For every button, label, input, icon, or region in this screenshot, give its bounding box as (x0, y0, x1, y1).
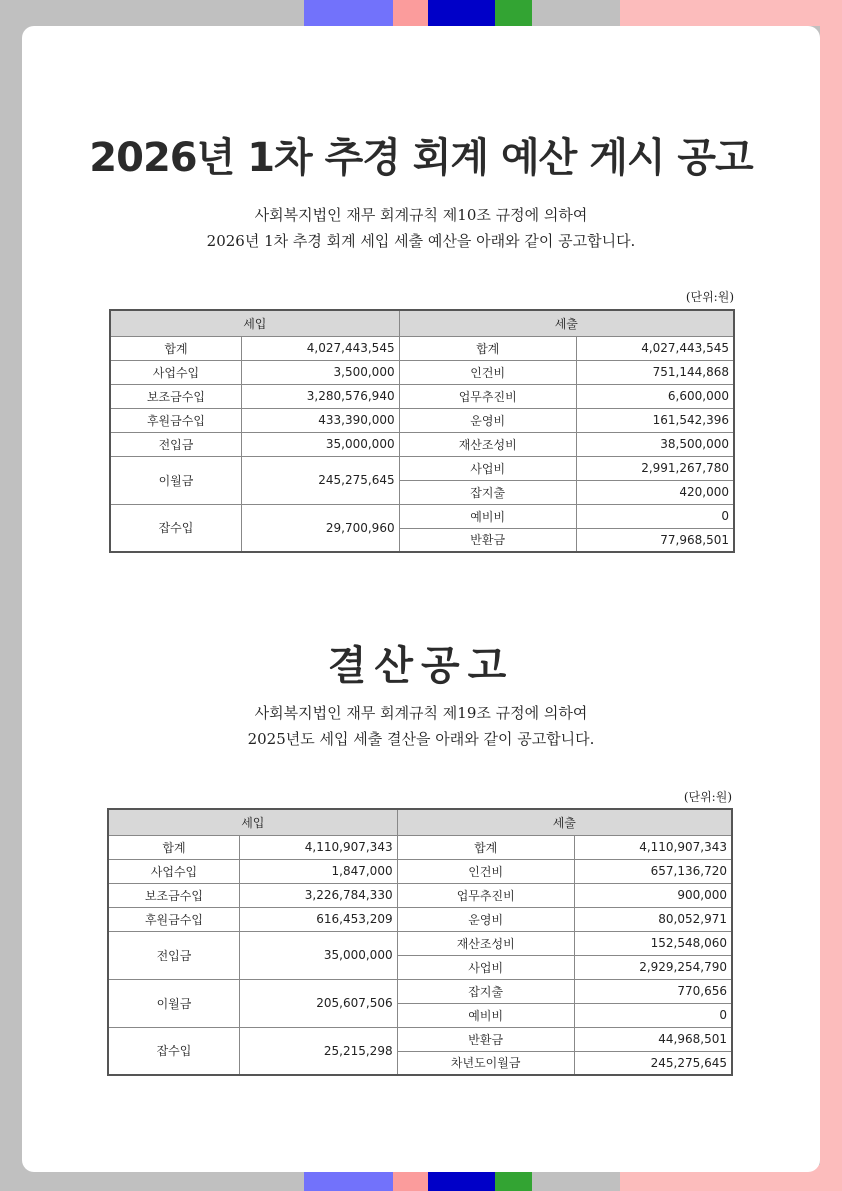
expense-value: 44,968,501 (574, 1027, 732, 1051)
table-row (108, 931, 732, 955)
expense-label: 운영비 (397, 907, 574, 931)
income-value: 245,275,645 (241, 456, 399, 504)
expense-value: 80,052,971 (574, 907, 732, 931)
income-value: 29,700,960 (241, 504, 399, 552)
income-label: 사업수입 (108, 859, 239, 883)
right-border (820, 0, 842, 1191)
expense-value: 2,991,267,780 (576, 456, 734, 480)
income-label: 후원금수입 (110, 408, 241, 432)
income-value: 1,847,000 (239, 859, 397, 883)
expense-label: 인건비 (399, 360, 576, 384)
notice-card (22, 26, 820, 1172)
expense-value: 152,548,060 (574, 931, 732, 955)
income-value: 3,226,784,330 (239, 883, 397, 907)
income-value: 205,607,506 (239, 979, 397, 1027)
expense-label: 잡지출 (399, 480, 576, 504)
expense-value: 161,542,396 (576, 408, 734, 432)
expense-label: 인건비 (397, 859, 574, 883)
table-row (110, 384, 734, 408)
expense-header: 세출 (399, 310, 734, 336)
expense-label: 운영비 (399, 408, 576, 432)
settlement-title: 결산공고 (327, 643, 515, 689)
table-row (110, 360, 734, 384)
expense-label: 사업비 (399, 456, 576, 480)
expense-label: 반환금 (399, 528, 576, 552)
income-value: 3,280,576,940 (241, 384, 399, 408)
income-header: 세입 (108, 809, 397, 835)
table-row (108, 979, 732, 1003)
expense-value: 657,136,720 (574, 859, 732, 883)
table-row (108, 883, 732, 907)
income-header: 세입 (110, 310, 399, 336)
income-value: 25,215,298 (239, 1027, 397, 1075)
income-label: 전입금 (110, 432, 241, 456)
income-value: 4,027,443,545 (241, 336, 399, 360)
expense-value: 4,110,907,343 (574, 835, 732, 859)
income-label: 이월금 (110, 456, 241, 504)
expense-label: 재산조성비 (399, 432, 576, 456)
table-row (108, 1027, 732, 1051)
expense-value: 770,656 (574, 979, 732, 1003)
expense-value: 2,929,254,790 (574, 955, 732, 979)
budget-table (109, 309, 735, 553)
expense-label: 재산조성비 (397, 931, 574, 955)
income-value: 4,110,907,343 (239, 835, 397, 859)
budget-description (22, 202, 820, 254)
budget-title: 2026년 1차 추경 회계 예산 게시 공고 (89, 135, 753, 181)
settlement-table (107, 808, 733, 1076)
income-value: 35,000,000 (239, 931, 397, 979)
expense-label: 차년도이월금 (397, 1051, 574, 1075)
income-label: 이월금 (108, 979, 239, 1027)
expense-value: 6,600,000 (576, 384, 734, 408)
table-row (108, 859, 732, 883)
expense-value: 38,500,000 (576, 432, 734, 456)
expense-value: 77,968,501 (576, 528, 734, 552)
expense-value: 245,275,645 (574, 1051, 732, 1075)
income-value: 433,390,000 (241, 408, 399, 432)
budget-unit-label: (단위:원) (685, 290, 734, 304)
table-row (108, 907, 732, 931)
expense-value: 420,000 (576, 480, 734, 504)
income-label: 전입금 (108, 931, 239, 979)
expense-label: 합계 (399, 336, 576, 360)
top-color-bar (0, 0, 842, 26)
expense-label: 예비비 (397, 1003, 574, 1027)
settlement-desc-line-2: 2025년도 세입 세출 결산을 아래와 같이 공고합니다. (247, 730, 595, 748)
expense-label: 업무추진비 (397, 883, 574, 907)
income-value: 35,000,000 (241, 432, 399, 456)
left-border (0, 0, 22, 1191)
table-row (110, 504, 734, 528)
expense-label: 잡지출 (397, 979, 574, 1003)
expense-label: 업무추진비 (399, 384, 576, 408)
expense-value: 0 (574, 1003, 732, 1027)
budget-desc-line-2: 2026년 1차 추경 회계 세입 세출 예산을 아래와 같이 공고합니다. (206, 232, 636, 250)
table-header-row (108, 809, 732, 835)
income-label: 잡수입 (110, 504, 241, 552)
table-row (110, 432, 734, 456)
expense-label: 합계 (397, 835, 574, 859)
expense-value: 751,144,868 (576, 360, 734, 384)
income-label: 후원금수입 (108, 907, 239, 931)
income-label: 합계 (108, 835, 239, 859)
income-value: 3,500,000 (241, 360, 399, 384)
income-value: 616,453,209 (239, 907, 397, 931)
expense-label: 반환금 (397, 1027, 574, 1051)
budget-desc-line-1: 사회복지법인 재무 회계규칙 제10조 규정에 의하여 (254, 206, 588, 224)
settlement-unit-label: (단위:원) (683, 790, 732, 804)
expense-header: 세출 (397, 809, 732, 835)
expense-value: 900,000 (574, 883, 732, 907)
settlement-description (22, 700, 820, 752)
income-label: 잡수입 (108, 1027, 239, 1075)
table-header-row (110, 310, 734, 336)
expense-label: 사업비 (397, 955, 574, 979)
income-label: 합계 (110, 336, 241, 360)
expense-value: 0 (576, 504, 734, 528)
income-label: 보조금수입 (110, 384, 241, 408)
table-row (110, 456, 734, 480)
income-label: 보조금수입 (108, 883, 239, 907)
table-row (110, 336, 734, 360)
table-row (110, 408, 734, 432)
expense-label: 예비비 (399, 504, 576, 528)
income-label: 사업수입 (110, 360, 241, 384)
table-row (108, 835, 732, 859)
settlement-desc-line-1: 사회복지법인 재무 회계규칙 제19조 규정에 의하여 (254, 704, 588, 722)
expense-value: 4,027,443,545 (576, 336, 734, 360)
